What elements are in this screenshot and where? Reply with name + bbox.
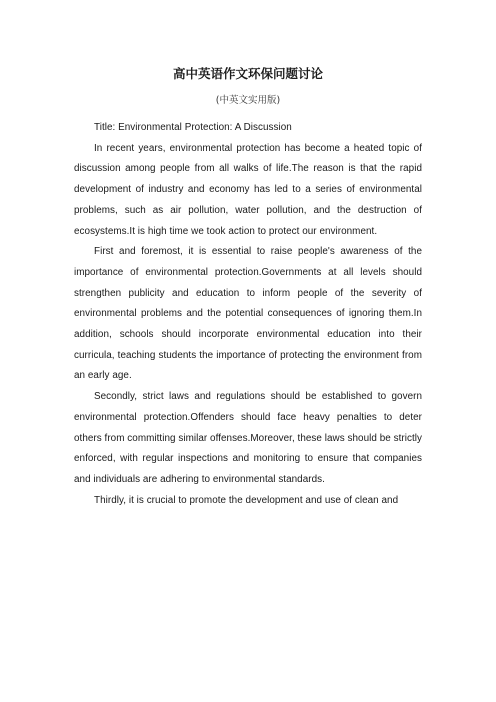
paragraph-third: Thirdly, it is crucial to promote the development and use of clean and <box>94 494 399 506</box>
paragraph-second: Secondly, strict laws and regulations should be established to govern environmental protection.Offenders should face heavy penalties to deter others from committing similar offenses.Moreover, these laws should be strictly enforced, with regular inspections and monitoring to ensure that companies and individuals are adhering to environmental standards. <box>74 391 422 485</box>
document-body <box>74 118 422 511</box>
paragraph-first: First and foremost, it is essential to raise people's awareness of the importance of environmental protection.Governments at all levels should strengthen publicity and education to inform people of the severity of environmental problems and the potential consequences of ignoring them.In addition, schools should incorporate environmental education into their curricula, teaching students the importance of protecting the environment from an early age. <box>74 246 422 382</box>
essay-title: Title: Environmental Protection: A Discussion <box>94 122 292 133</box>
document-title: 高中英语作文环保问题讨论 <box>172 66 323 81</box>
document-subtitle: (中英文实用版) <box>215 95 281 106</box>
paragraph-intro: In recent years, environmental protection has become a heated topic of discussion among people from all walks of life.The reason is that the rapid development of industry and economy has led to a series of environmental problems, such as air pollution, water pollution, and the destruction of ecosystems.It is high time we took action to protect our environment. <box>74 142 422 237</box>
